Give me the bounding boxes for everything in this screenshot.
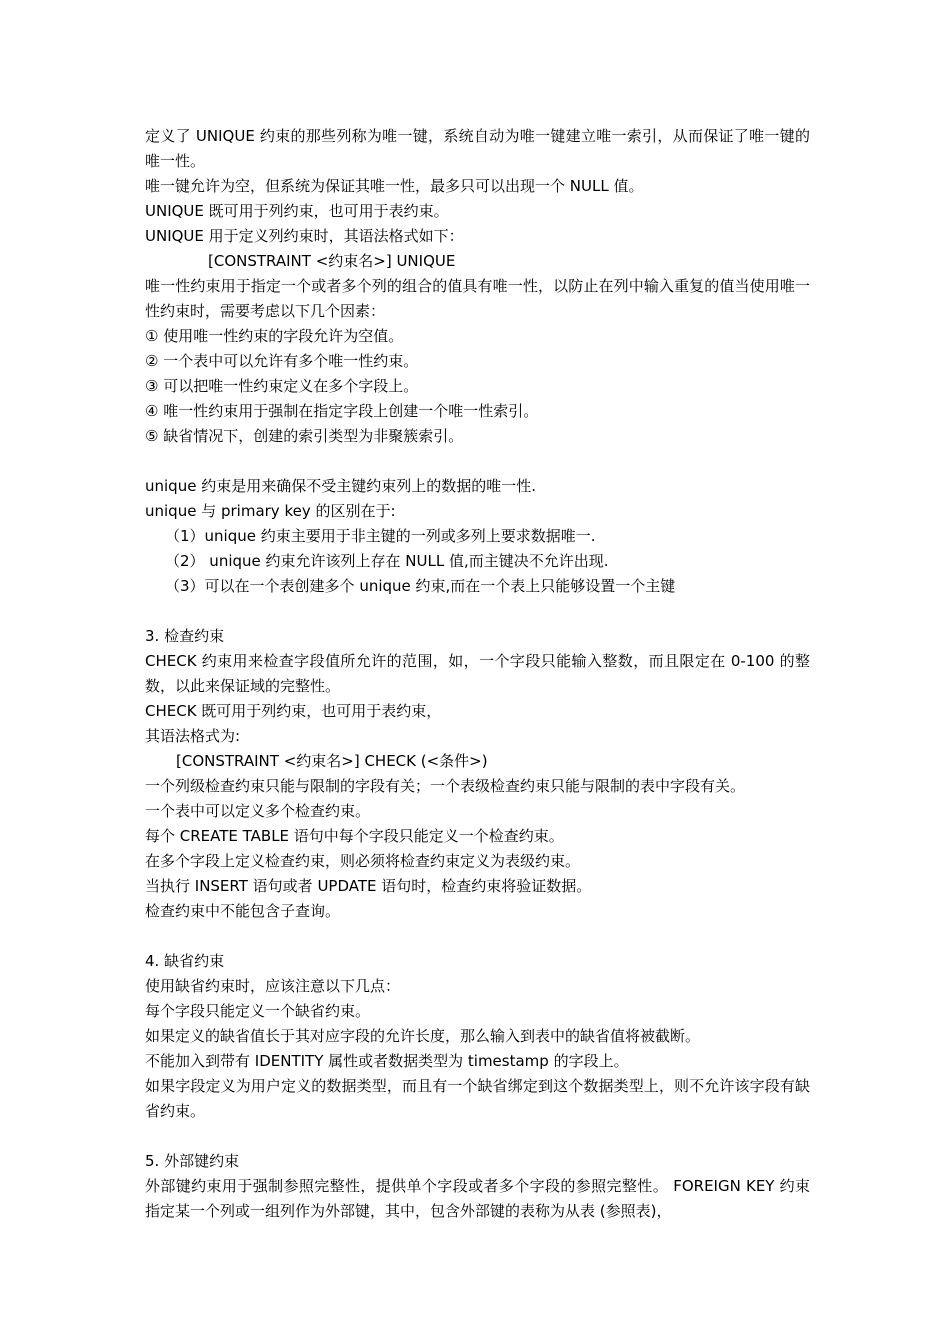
check-paragraph-8: 当执行 INSERT 语句或者 UPDATE 语句时，检查约束将验证数据。 (145, 877, 592, 895)
unique-paragraph-4: UNIQUE 用于定义列约束时，其语法格式如下： (145, 227, 464, 245)
check-paragraph-3: 其语法格式为: (145, 727, 241, 745)
default-paragraph-2: 每个字段只能定义一个缺省约束。 (145, 1002, 371, 1020)
foreign-heading: 5. 外部键约束 (145, 1152, 240, 1170)
unique-paragraph-6: unique 约束是用来确保不受主键约束列上的数据的唯一性. (145, 477, 536, 495)
unique-paragraph-1: 定义了 UNIQUE 约束的那些列称为唯一键，系统自动为唯一键建立唯一索引，从而保证了唯一键的唯一性。 (145, 127, 810, 170)
spacer (145, 924, 810, 949)
factor-item: ⑤ 缺省情况下，创建的索引类型为非聚簇索引。 (145, 427, 464, 445)
check-paragraph-5: 一个表中可以定义多个检查约束。 (145, 802, 371, 820)
default-paragraph-5: 如果字段定义为用户定义的数据类型，而且有一个缺省绑定到这个数据类型上，则不允许该字段有缺省约束。 (145, 1077, 810, 1120)
unique-syntax: [CONSTRAINT <约束名>] UNIQUE (208, 252, 456, 270)
default-heading: 4. 缺省约束 (145, 952, 225, 970)
unique-paragraph-5: 唯一性约束用于指定一个或者多个列的组合的值具有唯一性，以防止在列中输入重复的值当使用唯一性约束时，需要考虑以下几个因素： (145, 277, 810, 320)
diff-item: （3）可以在一个表创建多个 unique 约束,而在一个表上只能够设置一个主键 (165, 577, 676, 595)
unique-paragraph-2: 唯一键允许为空，但系统为保证其唯一性，最多只可以出现一个 NULL 值。 (145, 177, 644, 195)
check-paragraph-9: 检查约束中不能包含子查询。 (145, 902, 341, 920)
spacer (145, 1124, 810, 1149)
factor-item: ③ 可以把唯一性约束定义在多个字段上。 (145, 377, 419, 395)
unique-paragraph-3: UNIQUE 既可用于列约束，也可用于表约束。 (145, 202, 449, 220)
diff-item: （2） unique 约束允许该列上存在 NULL 值,而主键决不允许出现. (165, 552, 609, 570)
factor-item: ① 使用唯一性约束的字段允许为空值。 (145, 327, 404, 345)
spacer (145, 449, 810, 474)
default-paragraph-3: 如果定义的缺省值长于其对应字段的允许长度，那么输入到表中的缺省值将被截断。 (145, 1027, 701, 1045)
default-paragraph-4: 不能加入到带有 IDENTITY 属性或者数据类型为 timestamp 的字段上。 (145, 1052, 629, 1070)
default-paragraph-1: 使用缺省约束时，应该注意以下几点： (145, 977, 401, 995)
diff-item: （1）unique 约束主要用于非主键的一列或多列上要求数据唯一. (165, 527, 596, 545)
check-paragraph-7: 在多个字段上定义检查约束，则必须将检查约束定义为表级约束。 (145, 852, 581, 870)
document-page (145, 124, 810, 1224)
check-paragraph-6: 每个 CREATE TABLE 语句中每个字段只能定义一个检查约束。 (145, 827, 564, 845)
factor-item: ④ 唯一性约束用于强制在指定字段上创建一个唯一性索引。 (145, 402, 539, 420)
foreign-paragraph-1: 外部键约束用于强制参照完整性，提供单个字段或者多个字段的参照完整性。 FOREIGN KEY 约束指定某一个列或一组列作为外部键，其中，包含外部键的表称为从表 (参照表)， (145, 1177, 810, 1220)
check-syntax: [CONSTRAINT <约束名>] CHECK (<条件>) (176, 752, 488, 770)
check-paragraph-1: CHECK 约束用来检查字段值所允许的范围，如，一个字段只能输入整数，而且限定在 0-100 的整数，以此来保证域的完整性。 (145, 652, 810, 695)
check-paragraph-4: 一个列级检查约束只能与限制的字段有关；一个表级检查约束只能与限制的表中字段有关。 (145, 777, 746, 795)
factor-item: ② 一个表中可以允许有多个唯一性约束。 (145, 352, 419, 370)
unique-paragraph-7: unique 与 primary key 的区别在于: (145, 502, 396, 520)
spacer (145, 599, 810, 624)
check-paragraph-2: CHECK 既可用于列约束，也可用于表约束， (145, 702, 442, 720)
check-heading: 3. 检查约束 (145, 627, 225, 645)
